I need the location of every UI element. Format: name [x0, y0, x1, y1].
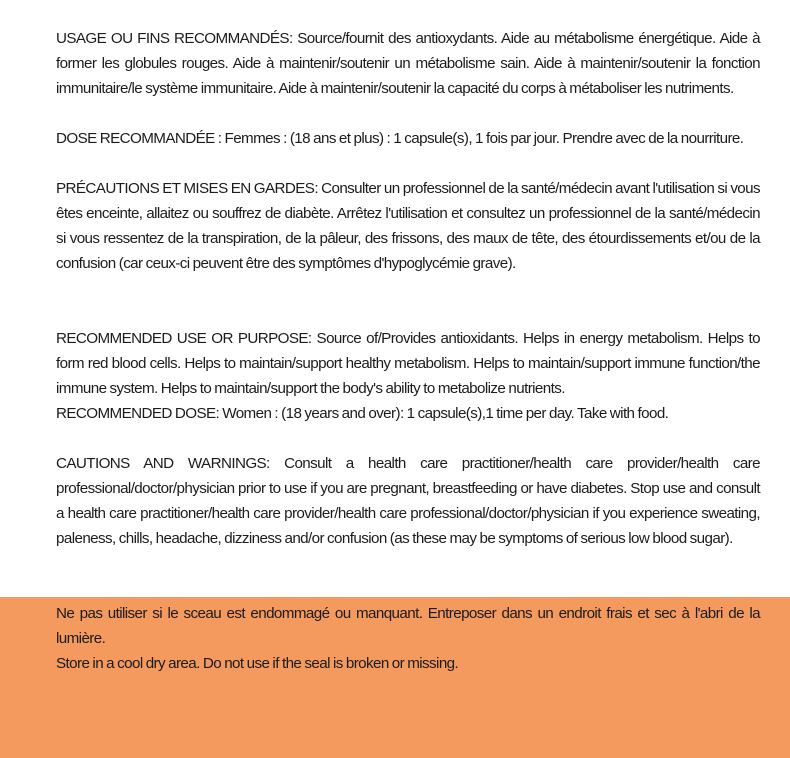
english-cautions-warnings: CAUTIONS AND WARNINGS: Consult a health care practitioner/health care provider/health care professional/doctor/physician prior to use if you are pregnant, breastfeeding or have diabetes. Stop use and consult a health care practitioner/health care provider/health care professional/doctor/physician if you experience sweating, paleness, chills, headache, dizziness and/or confusion (as these may be symptoms of serious low blood sugar). [56, 455, 760, 547]
french-recommended-dose: DOSE RECOMMANDÉE : Femmes : (18 ans et plus) : 1 capsule(s), 1 fois par jour. Prendre avec de la nourriture. [56, 130, 744, 147]
storage-instructions-band [0, 597, 790, 758]
storage-english: Store in a cool dry area. Do not use if the seal is broken or missing. [56, 655, 459, 672]
storage-french: Ne pas utiliser si le sceau est endommagé ou manquant. Entreposer dans un endroit frais et sec à l'abri de la lumière. [56, 605, 760, 647]
french-cautions-warnings: PRÉCAUTIONS ET MISES EN GARDES: Consulter un professionnel de la santé/médecin avant l'utilisation si vous êtes enceinte, allaitez ou souffrez de diabète. Arrêtez l'utilisation et consultez un professionnel de la santé/médecin si vous ressentez de la transpiration, de la pâleur, des frissons, des maux de tête, des étourdissements et/ou de la confusion (car ceux-ci peuvent être des symptômes d'hypoglycémie grave). [56, 180, 760, 272]
english-recommended-dose: RECOMMENDED DOSE: Women : (18 years and over): 1 capsule(s),1 time per day. Take with food. [56, 405, 669, 422]
french-recommended-use: USAGE OU FINS RECOMMANDÉS: Source/fournit des antioxydants. Aide au métabolisme énergétique. Aide à former les globules rouges. Aide à maintenir/soutenir un métabolisme sain. Aide à maintenir/soutenir la fonction immunitaire/le système immunitaire. Aide à maintenir/soutenir la capacité du corps à métaboliser les nutriments. [56, 30, 760, 97]
english-recommended-use: RECOMMENDED USE OR PURPOSE: Source of/Provides antioxidants. Helps in energy metabolism. Helps to form red blood cells. Helps to maintain/support healthy metabolism. Helps to maintain/support immune function/the immune system. Helps to maintain/support the body's ability to metabolize nutrients. [56, 330, 760, 397]
